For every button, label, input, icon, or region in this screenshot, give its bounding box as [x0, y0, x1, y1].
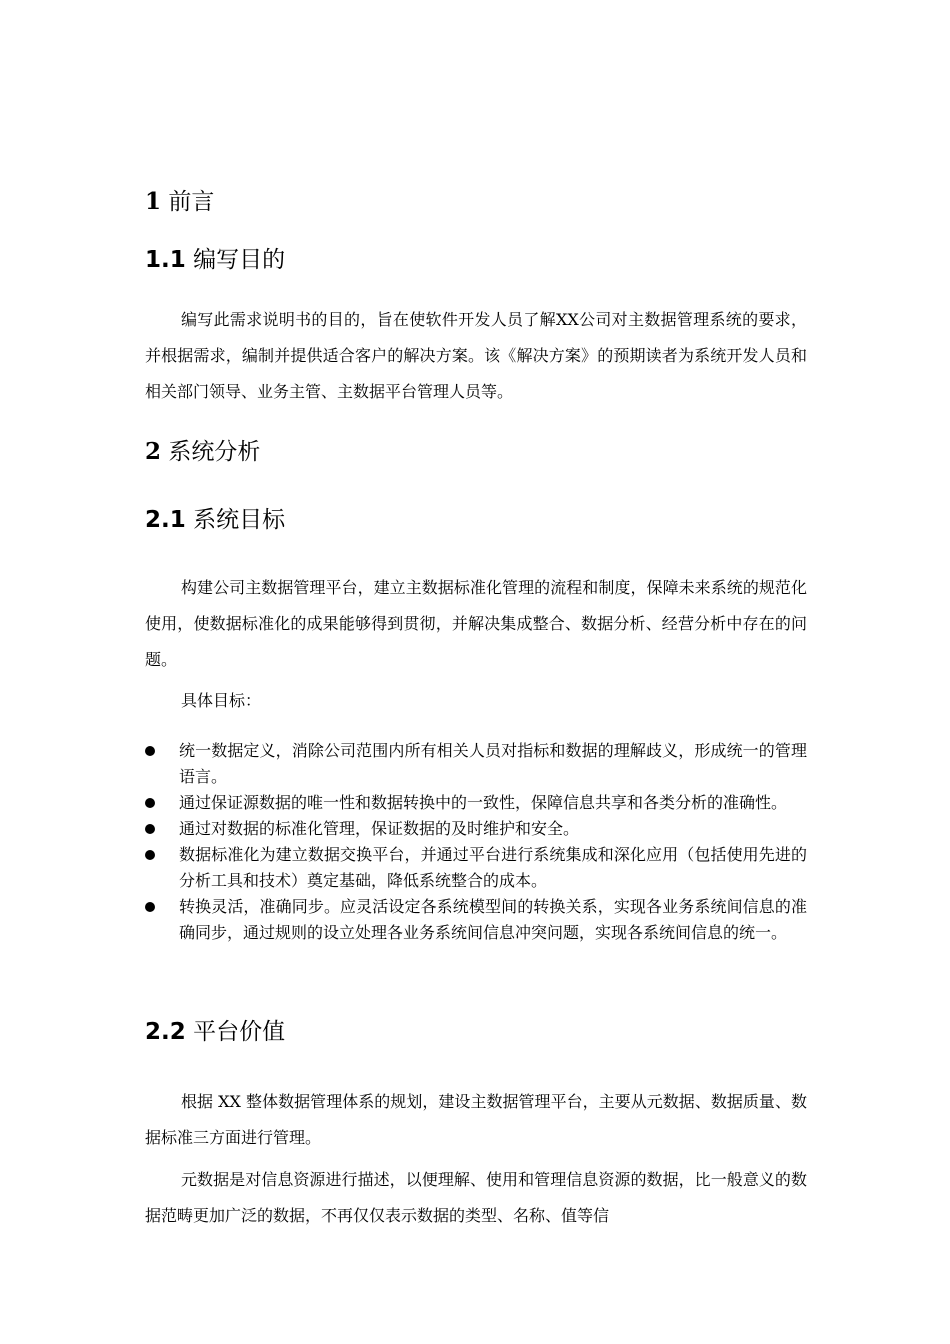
- list-item: [145, 842, 807, 894]
- purpose-paragraph: 编写此需求说明书的目的，旨在使软件开发人员了解XX公司对主数据管理系统的要求，并根据需求，编制并提供适合客户的解决方案。该《解决方案》的预期读者为系统开发人员和相关部门领导、业务主管、主数据平台管理人员等。: [145, 310, 807, 401]
- list-item-text: 数据标准化为建立数据交换平台，并通过平台进行系统集成和深化应用（包括使用先进的分析工具和技术）奠定基础，降低系统整合的成本。: [179, 845, 807, 890]
- heading-number: 2.1: [145, 507, 186, 533]
- bullet-icon: [145, 902, 155, 912]
- list-item-text: 通过对数据的标准化管理，保证数据的及时维护和安全。: [179, 819, 580, 838]
- specific-goals-list: [145, 738, 807, 946]
- heading-1-preface: [145, 187, 214, 217]
- heading-2-2-platform-value: [145, 1017, 285, 1047]
- list-item-text: 转换灵活，准确同步。应灵活设定各系统模型间的转换关系，实现各业务系统间信息的准确同步，通过规则的设立处理各业务系统间信息冲突问题，实现各系统间信息的统一。: [179, 897, 807, 942]
- platform-value-paragraph-2: 元数据是对信息资源进行描述，以便理解、使用和管理信息资源的数据，比一般意义的数据范畴更加广泛的数据，不再仅仅表示数据的类型、名称、值等信: [145, 1170, 807, 1225]
- specific-goals-label: 具体目标：: [181, 691, 262, 710]
- list-item: [145, 738, 807, 790]
- heading-2-system-analysis: [145, 437, 260, 467]
- heading-title: 系统目标: [193, 507, 286, 533]
- system-goals-paragraph: 构建公司主数据管理平台，建立主数据标准化管理的流程和制度，保障未来系统的规范化使用，使数据标准化的成果能够得到贯彻，并解决集成整合、数据分析、经营分析中存在的问题。: [145, 578, 807, 669]
- heading-title: 平台价值: [193, 1019, 286, 1045]
- bullet-icon: [145, 850, 155, 860]
- heading-number: 2: [145, 438, 162, 465]
- bullet-icon: [145, 824, 155, 834]
- list-item: [145, 790, 807, 816]
- heading-number: 1: [145, 188, 162, 215]
- heading-2-1-system-goals: [145, 505, 285, 535]
- heading-title: 前言: [168, 189, 215, 215]
- heading-number: 2.2: [145, 1019, 186, 1045]
- list-item-text: 统一数据定义，消除公司范围内所有相关人员对指标和数据的理解歧义，形成统一的管理语言。: [179, 741, 807, 786]
- platform-value-paragraph-1: 根据 XX 整体数据管理体系的规划，建设主数据管理平台，主要从元数据、数据质量、数据标准三方面进行管理。: [145, 1092, 807, 1147]
- heading-1-1-purpose: [145, 245, 285, 275]
- heading-number: 1.1: [145, 247, 186, 273]
- list-item: [145, 894, 807, 946]
- bullet-icon: [145, 798, 155, 808]
- list-item-text: 通过保证源数据的唯一性和数据转换中的一致性，保障信息共享和各类分析的准确性。: [179, 793, 788, 812]
- list-item: [145, 816, 807, 842]
- heading-title: 编写目的: [193, 247, 286, 273]
- bullet-icon: [145, 746, 155, 756]
- heading-title: 系统分析: [168, 439, 261, 465]
